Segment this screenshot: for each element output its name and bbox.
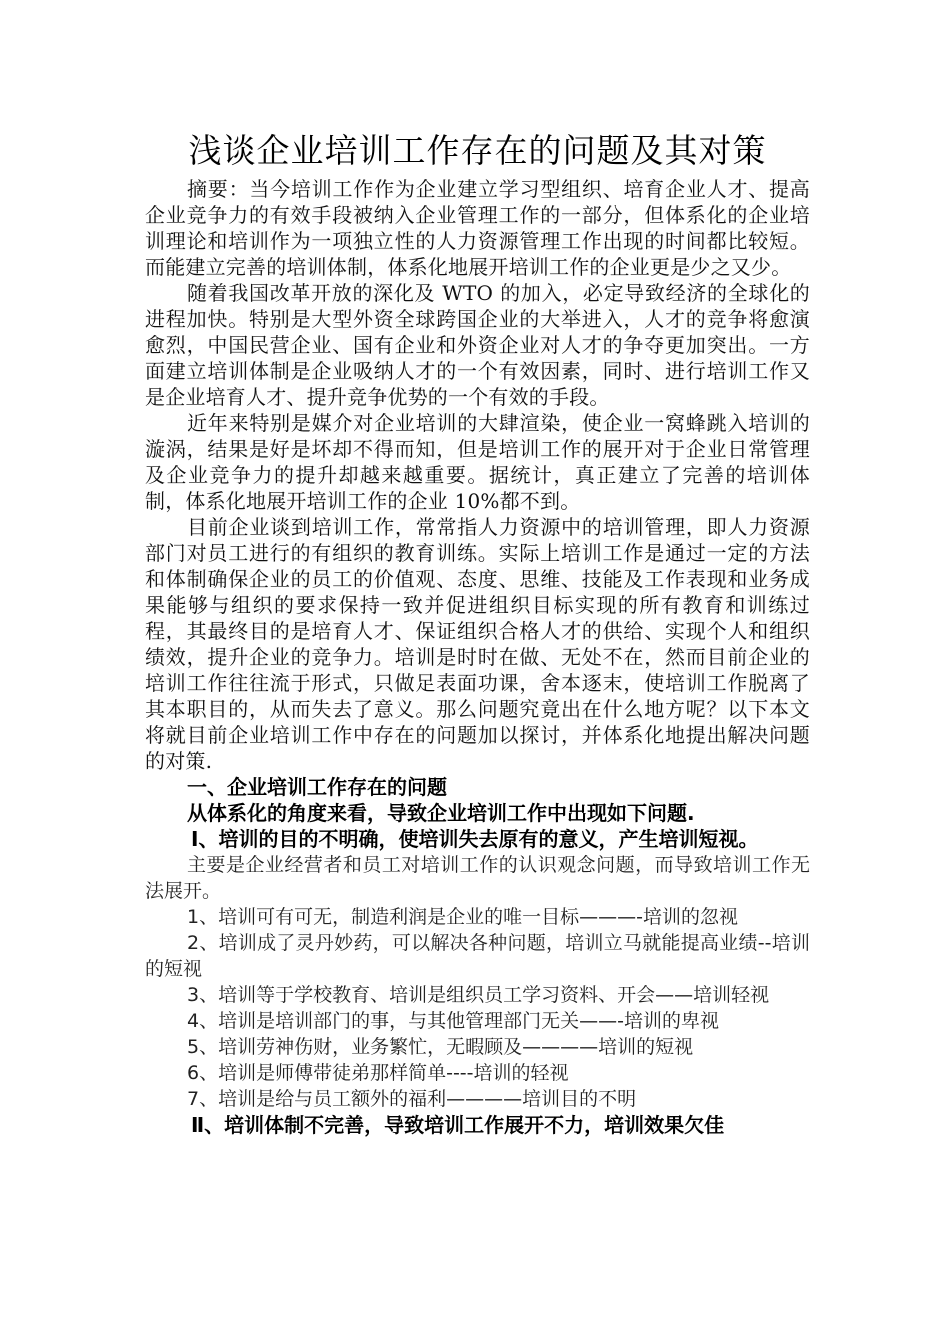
body-paragraph-2: 近年来特别是媒介对企业培训的大肆渲染，使企业一窝蜂跳入培训的漩涡，结果是好是坏却不得而知，但是培训工作的展开对于企业日常管理及企业竞争力的提升却越来越重要。据统计，真正建立了完善的培训体制，体系化地展开培训工作的企业 10%都不到。 — [145, 411, 810, 513]
subsection-text-1: 主要是企业经营者和员工对培训工作的认识观念问题，而导致培训工作无法展开。 — [145, 854, 810, 902]
list-item: 3、培训等于学校教育、培训是组织员工学习资料、开会——培训轻视 — [187, 984, 770, 1006]
body-paragraph-1: 随着我国改革开放的深化及 WTO 的加入，必定导致经济的全球化的进程加快。特别是大型外资全球跨国企业的大举进入，人才的竞争将愈演愈烈，中国民营企业、国有企业和外资企业对人才的争夺更加突出。一方面建立培训体制是企业吸纳人才的一个有效因素，同时、进行培训工作又是企业培育人才、提升竞争优势的一个有效的手段。 — [145, 281, 810, 409]
section-intro: 从体系化的角度来看，导致企业培训工作中出现如下问题. — [187, 801, 695, 825]
list-item: 4、培训是培训部门的事，与其他管理部门无关——-培训的卑视 — [187, 1010, 719, 1032]
document-page — [145, 128, 810, 1138]
document-title: 浅谈企业培训工作存在的问题及其对策 — [188, 131, 767, 170]
list-item: 6、培训是师傅带徒弟那样简单----培训的轻视 — [187, 1062, 569, 1084]
body-paragraph-3: 目前企业谈到培训工作，常常指人力资源中的培训管理，即人力资源部门对员工进行的有组织的教育训练。实际上培训工作是通过一定的方法和体制确保企业的员工的价值观、态度、思维、技能及工作表现和业务成果能够与组织的要求保持一致并促进组织目标实现的所有教育和训练过程，其最终目的是培育人才、保证组织合格人才的供给、实现个人和组织绩效，提升企业的竞争力。培训是时时在做、无处不在，然而目前企业的培训工作往往流于形式，只做足表面功课，舍本逐末，使培训工作脱离了其本职目的，从而失去了意义。那么问题究竟出在什么地方呢？以下本文将就目前企业培训工作中存在的问题加以探讨，并体系化地提出解决问题的对策. — [145, 515, 810, 773]
subsection-heading-2: Ⅱ、培训体制不完善，导致培训工作展开不力，培训效果欠佳 — [191, 1113, 725, 1137]
section-heading-1: 一、企业培训工作存在的问题 — [187, 775, 447, 799]
list-item: 5、培训劳神伤财，业务繁忙，无暇顾及————培训的短视 — [187, 1036, 694, 1058]
list-item: 7、培训是给与员工额外的福利————培训目的不明 — [187, 1088, 637, 1110]
abstract-paragraph: 摘要：当今培训工作作为企业建立学习型组织、培育企业人才、提高企业竞争力的有效手段被纳入企业管理工作的一部分，但体系化的企业培训理论和培训作为一项独立性的人力资源管理工作出现的时间都比较短。而能建立完善的培训体制，体系化地展开培训工作的企业更是少之又少。 — [145, 177, 810, 279]
list-item: 1、培训可有可无，制造利润是企业的唯一目标———-培训的忽视 — [187, 906, 738, 928]
list-item: 2、培训成了灵丹妙药，可以解决各种问题，培训立马就能提高业绩--培训的短视 — [145, 932, 810, 980]
subsection-heading-1: Ⅰ、培训的目的不明确，使培训失去原有的意义，产生培训短视。 — [191, 827, 759, 851]
